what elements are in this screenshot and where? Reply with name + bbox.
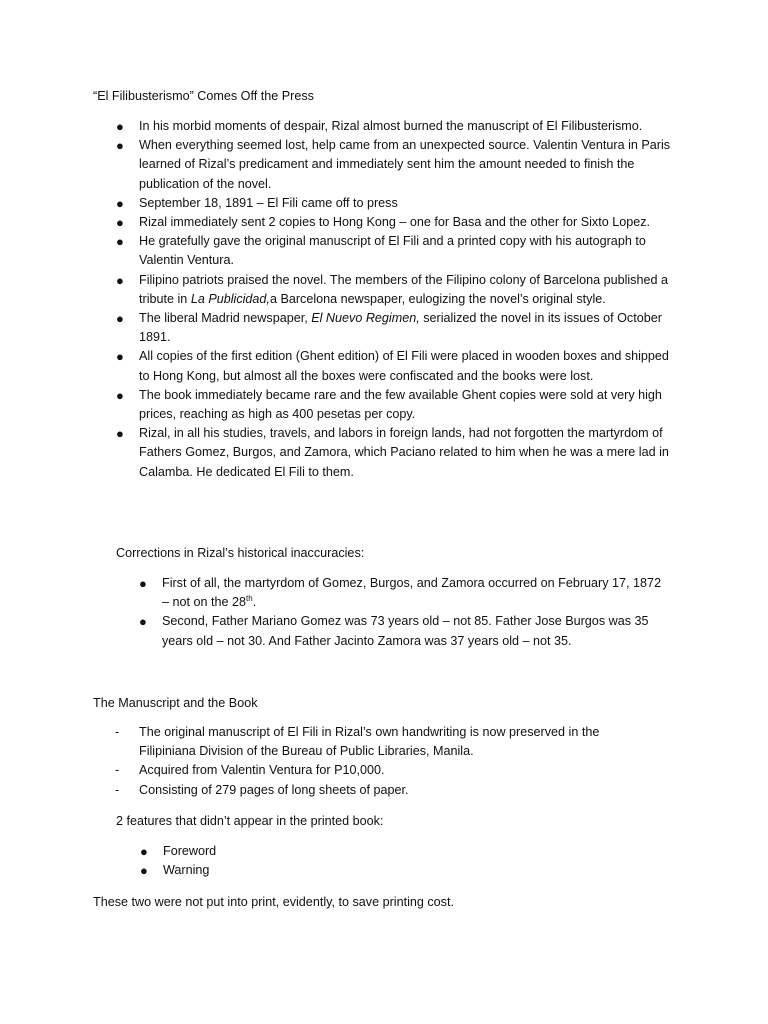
list-item: ● Foreword [163, 842, 363, 861]
bullet-icon: ● [116, 387, 124, 403]
bullet-icon: ● [116, 349, 124, 365]
bullet-icon: ● [116, 215, 124, 231]
bullet-icon: ● [116, 138, 124, 154]
bullet-icon: ● [116, 272, 124, 288]
list-item: - Consisting of 279 pages of long sheets of paper. [139, 781, 649, 800]
manuscript-dash-list [115, 723, 649, 800]
bullet-icon: ● [116, 234, 124, 250]
bullet-icon: ● [116, 311, 124, 327]
list-item: ● First of all, the martyrdom of Gomez, Burgos, and Zamora occurred on February 17, 1872 – not on the 28th. [139, 576, 662, 610]
dash-marker: - [115, 782, 120, 797]
bullet-icon: ● [139, 614, 147, 630]
list-item: ● September 18, 1891 – El Fili came off to press [139, 194, 679, 213]
list-item: ● Rizal, in all his studies, travels, and labors in foreign lands, had not forgotten the martyrdom of Fathers Gomez, Burgos, and Zamora, which Paciano related to him when he was a mere lad in Calamba. He dedicated El Fili to them. [116, 426, 669, 479]
list-item: ● Warning [163, 861, 363, 880]
features-bullet-list [140, 842, 363, 880]
dash-marker: - [115, 763, 120, 778]
bullet-icon: ● [116, 426, 124, 442]
bullet-icon: ● [116, 195, 124, 211]
list-item: ● He gratefully gave the original manuscript of El Fili and a printed copy with his autograph to Valentin Ventura. [116, 234, 646, 268]
section-heading-corrections: Corrections in Rizal’s historical inaccuracies: [116, 546, 365, 560]
press-bullet-list [116, 117, 679, 482]
list-item: ● When everything seemed lost, help came from an unexpected source. Valentin Ventura in Paris learned of Rizal’s predicament and immediately sent him the amount needed to finish the publication of the novel. [116, 138, 671, 191]
list-item: - Acquired from Valentin Ventura for P10,000. [139, 761, 649, 780]
list-item: ● In his morbid moments of despair, Rizal almost burned the manuscript of El Filibusterismo. [139, 117, 679, 136]
list-item: ● Second, Father Mariano Gomez was 73 years old – not 85. Father Jose Burgos was 35 years old – not 30. And Father Jacinto Zamora was 37 years old – not 35. [139, 614, 649, 648]
list-item: ● The liberal Madrid newspaper, El Nuevo Regimen, serialized the novel in its issues of October 1891. [116, 311, 662, 345]
bullet-icon: ● [116, 119, 124, 134]
list-item: ● Rizal immediately sent 2 copies to Hong Kong – one for Basa and the other for Sixto Lopez. [139, 213, 679, 232]
features-intro: 2 features that didn’t appear in the printed book: [116, 814, 384, 828]
list-item: ● All copies of the first edition (Ghent edition) of El Fili were placed in wooden boxes and shipped to Hong Kong, but almost all the boxes were confiscated and the books were lost. [116, 349, 669, 383]
section-heading-press: “El Filibusterismo” Comes Off the Press [93, 89, 314, 103]
bullet-icon: ● [140, 844, 148, 859]
list-item: ● Filipino patriots praised the novel. The members of the Filipino colony of Barcelona published a tribute in La Publicidad,a Barcelona newspaper, eulogizing the novel’s original style. [116, 272, 668, 306]
corrections-bullet-list [139, 574, 662, 651]
list-item: - The original manuscript of El Fili in Rizal’s own handwriting is now preserved in the Filipiniana Division of the Bureau of Public Libraries, Manila. [115, 725, 600, 759]
list-item: ● The book immediately became rare and the few available Ghent copies were sold at very high prices, reaching as high as 400 pesetas per copy. [116, 387, 662, 422]
bullet-icon: ● [140, 863, 148, 879]
closing-paragraph: These two were not put into print, evidently, to save printing cost. [93, 895, 454, 909]
bullet-icon: ● [139, 576, 147, 591]
dash-marker: - [115, 725, 120, 739]
section-heading-manuscript: The Manuscript and the Book [93, 696, 258, 710]
